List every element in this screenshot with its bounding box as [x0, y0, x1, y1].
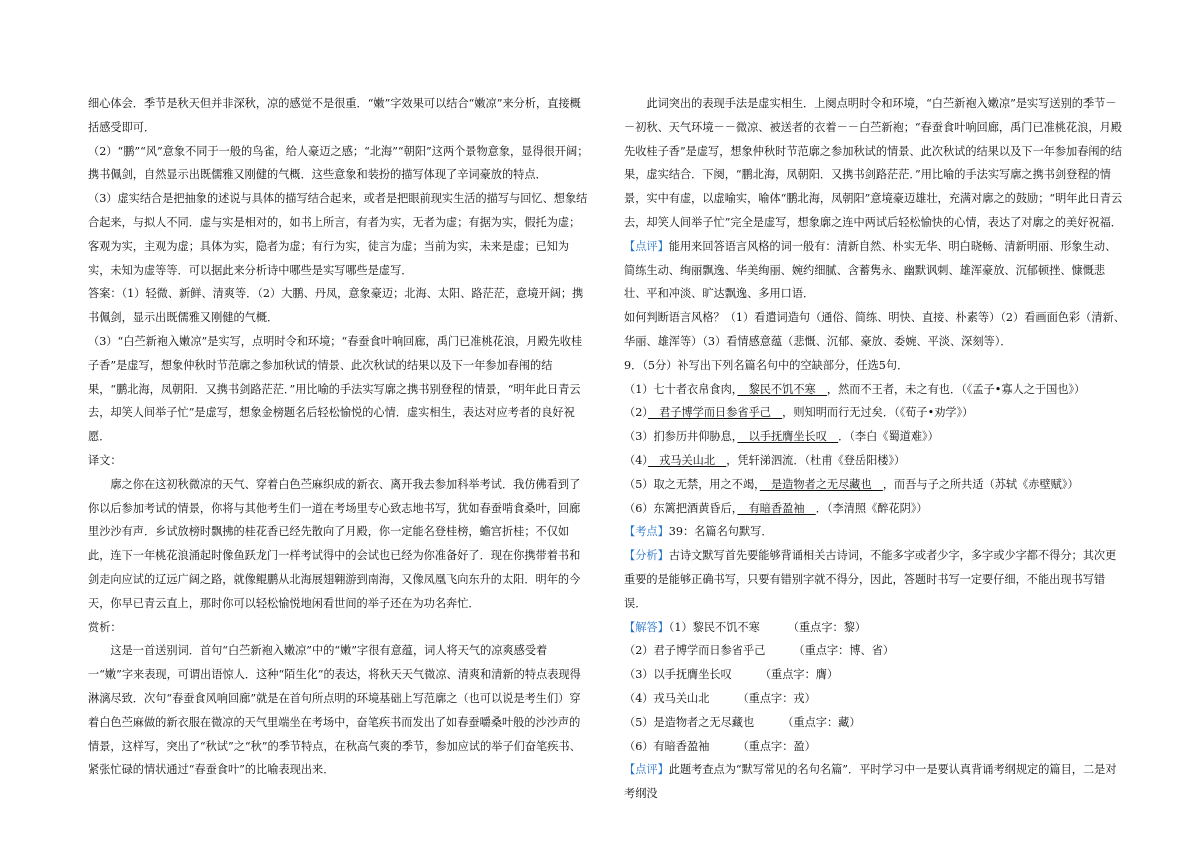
blank-item: （3）扪参历井仰胁息， 以手抚膺坐长叹 ．（李白《蜀道难》） — [624, 430, 939, 444]
solution-item: （4）戎马关山北 （重点字：戎） — [624, 691, 816, 705]
blank-answer: 以手抚膺坐长叹 — [737, 430, 839, 444]
blank-item: （5）取之无禁，用之不竭， 是造物者之无尽藏也 ，而吾与子之所共适（苏轼《赤壁赋》） — [624, 477, 1079, 491]
exam-point-block: 【考点】39：名篇名句默写． — [624, 525, 773, 539]
paragraph: 细心体会．季节是秋天但并非深秋，凉的感觉不是很重．“嫩”字效果可以结合“嫩凉”来分析，直接概括感受即可． — [88, 97, 581, 134]
answer-paragraph: 答案：（1）轻微、新鲜、清爽等．（2）大鹏、丹凤，意象豪迈；北海、太阳、路茫茫，意境开阔；携书佩剑，显示出既儒雅又刚健的气概． — [88, 287, 584, 325]
blank-item: （6）东篱把酒黄昏后， 有暗香盈袖 ．（李清照《醉花阴》） — [624, 501, 928, 515]
solution-tag: 【解答】 — [624, 620, 669, 634]
blank-answer: 有暗香盈袖 — [737, 501, 816, 515]
blank-item: （2） 君子博学而日参省乎己 ，则知明而行无过矣．（《荀子•劝学》） — [624, 406, 974, 420]
paragraph: 如何判断语言风格？（1）看遣词造句（通俗、简练、明快、直接、朴素等）（2）看画面色彩（清新、华丽、雄浑等）（3）看情感意蕴（悲慨、沉郁、豪放、委婉、平淡、深刻等）． — [624, 311, 1125, 348]
blank-answer: 戎马关山北 — [647, 453, 727, 467]
question-heading: 9．（5分）补写出下列名篇名句中的空缺部分，任选5句． — [624, 358, 909, 372]
comment-tag: 【点评】 — [624, 763, 669, 777]
blank-item: （1）七十者衣帛食肉， 黎民不饥不寒 ，然而不王者，未之有也．（《孟子•寡人之于国也》） — [624, 382, 1086, 396]
analysis-tag: 【分析】 — [624, 549, 669, 563]
paragraph: （3）虚实结合是把抽象的述说与具体的描写结合起来，或者是把眼前现实生活的描写与回忆、想象结合起来，与拟人不同．虚与实是相对的，如书上所言，有者为实，无者为虚；有据为实，假托为虚；客观为实，主观为虚；具体为实，隐者为虚；有行为实，徒言为虚；当前为实，未来是虚；已知为实，未知为虚等等．可以据此来分析诗中哪些是实写哪些是虚写． — [88, 192, 588, 277]
paragraph: （3）“白苎新袍入嫩凉”是实写，点明时令和环境；“春蚕食叶响回廊，禹门已准桃花浪，月殿先收桂子香”是虚写，想象仲秋时节范廓之参加秋试的情景、此次秋试的结果以及下一年参加春闱的结果，“鹏北海，凤朝阳．又携书剑路茫茫．”用比喻的手法实写廓之携书别登程的情景，“明年此日青云去，却笑人间举子忙”是虚写，想象金榜题名后轻松愉悦的心情．虚实相生，表达对应考者的良好祝愿． — [88, 334, 583, 444]
appreciation-text: 这是一首送别词．首句“白苎新袍入嫩凉”中的“嫩”字很有意蕴，词人将天气的凉爽感受着一“嫩”字来表现，可谓出语惊人．这种“陌生化”的表达，将秋天天气微凉、清爽和清新的特点表现得淋漓尽致．次句“春蚕食风响回廊”就是在首句所点明的环境基础上写范廓之（也可以说是考生们）穿着白色苎麻做的新衣服在微凉的天气里端坐在考场中，奋笔疾书而发出了如春蚕嚼桑叶般的沙沙声的情景，这样写，突出了“秋试”之“秋”的季节特点，在秋高气爽的季节，参加应试的举子们奋笔疾书、紧张忙碌的情状通过“春蚕食叶”的比喻表现出来． — [88, 644, 581, 777]
blank-item: （4） 戎马关山北 ，凭轩涕泗流．（杜甫《登岳阳楼》） — [624, 453, 906, 467]
exam-point-tag: 【考点】 — [624, 525, 669, 539]
solution-item: （3）以手抚膺坐长叹 （重点字：膺） — [624, 668, 839, 682]
blank-answer: 黎民不饥不寒 — [737, 382, 827, 396]
solution-item: （2）君子博学而日参省乎己 （重点字：博、省） — [624, 644, 895, 658]
solution-item: （5）是造物者之无尽藏也 （重点字：藏） — [624, 715, 861, 729]
blank-answer: 君子博学而日参省乎己 — [647, 406, 783, 420]
blank-answer: 是造物者之无尽藏也 — [759, 477, 883, 491]
appreciation-heading: 赏析： — [88, 620, 122, 634]
comment-block: 【点评】此题考查点为“默写常见的名句名篇”．平时学习中一是要认真背诵考纲规定的篇目，二是对考纲没 — [624, 763, 1117, 801]
left-column — [88, 92, 590, 782]
translation-heading: 译文： — [88, 453, 122, 467]
solution-item: 【解答】（1）黎民不饥不寒 （重点字：黎） — [624, 620, 867, 634]
analysis-block: 【分析】古诗文默写首先要能够背诵相关古诗词，不能多字或者少字，多字或少字都不得分；其次更重要的是能够正确书写，只要有错别字就不得分，因此，答题时书写一定要仔细，不能出现书写错误． — [624, 549, 1117, 610]
paragraph: 此词突出的表现手法是虚实相生．上阕点明时令和环境，“白苎新袍入嫩凉”是实写送别的季节－－初秋、天气环境－－微凉、被送者的衣着－－白苎新袍；“春蚕食叶响回廊，禹门已准桃花浪，月殿先收桂子香”是虚写，想象仲秋时节范廓之参加秋试的情景、此次秋试的结果以及下一年参加春闱的结果，虚实结合．下阕，“鹏北海，凤朝阳．又携书剑路茫茫．”用比喻的手法实写廓之携书剑登程的情景，实中有虚，以虚喻实，喻体“鹏北海，凤朝阳”意境豪迈雄壮，充满对廓之的鼓励；“明年此日青云去，却笑人间举子忙”完全是虚写，想象廓之连中两试后轻松愉快的心情，表达了对廓之的美好祝福． — [624, 97, 1123, 229]
comment-block — [624, 235, 1126, 306]
right-column — [624, 92, 1126, 806]
solution-item: （6）有暗香盈袖 （重点字：盈） — [624, 739, 816, 753]
comment-tag: 【点评】 — [624, 239, 669, 253]
comment-text: 能用来回答语言风格的词一般有：清新自然、朴实无华、明白晓畅、清新明丽、形象生动、简练生动、绚丽飘逸、华美绚丽、婉约细腻、含蓄隽永、幽默讽刺、雄浑豪放、沉郁顿挫、慷慨悲壮、平和冲淡、旷达飘逸、多用口语． — [624, 239, 1117, 301]
translation-text: 廓之你在这初秋微凉的天气、穿着白色苎麻织成的新衣、离开我去参加科举考试．我仿佛看到了你以后参加考试的情景，你将与其他考生们一道在考场里专心致志地书写，犹如春蚕啃食桑叶，回廊里沙沙有声．乡试放榜时飘拂的桂花香已经先散向了月殿，你一定能名登桂榜，蟾宫折桂；不仅如此，连下一年桃花浪涌起时像鱼跃龙门一样考试得中的会试也已经为你准备好了．现在你携带着书和剑走向应试的辽远广阔之路，就像鲲鹏从北海展翅翱游到南海，又像凤凰飞向东升的太阳．明年的今天，你早已青云直上，那时你可以轻松愉悦地闲看世间的举子还在为功名奔忙． — [88, 477, 581, 610]
paragraph: （2）“鹏”“风”意象不同于一般的鸟雀，给人豪迈之感；“北海”“朝阳”这两个景物意象，显得很开阔；携书佩剑，自然显示出既儒雅又刚健的气概．这些意象和装扮的描写体现了辛词豪放的特点． — [88, 144, 589, 182]
